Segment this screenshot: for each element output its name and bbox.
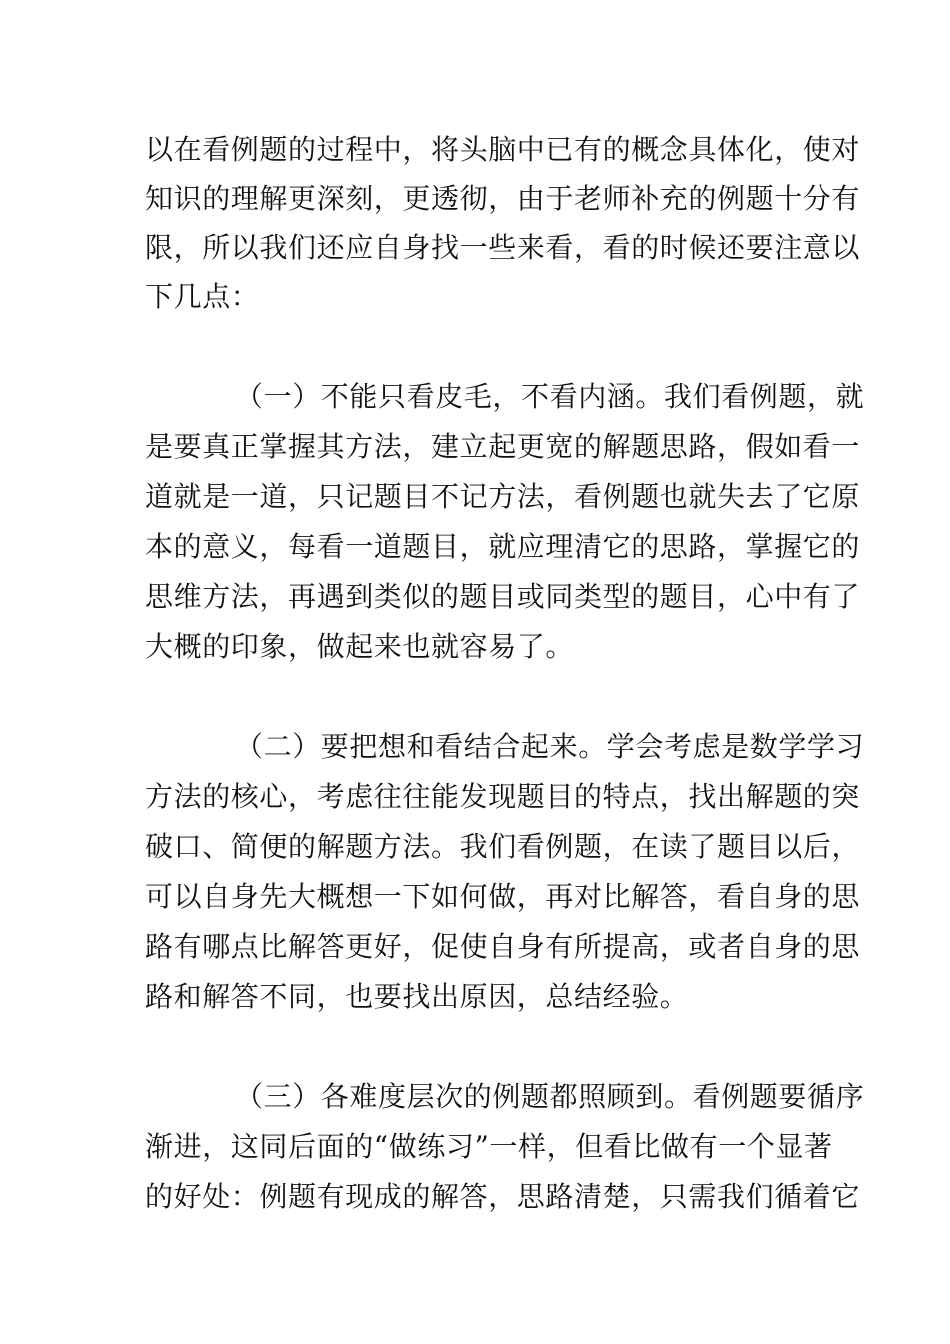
paragraph-1-line-4: 下几点： (145, 280, 260, 313)
paragraph-2-line-5: 思维方法，再遇到类似的题目或同类型的题目，心中有了 (145, 580, 861, 613)
paragraph-3-line-3: 破口、简便的解题方法。我们看例题，在读了题目以后， (145, 830, 861, 863)
paragraph-2-line-4: 本的意义，每看一道题目，就应理清它的思路，掌握它的 (145, 530, 861, 563)
paragraph-3-line-2: 方法的核心，考虑往往能发现题目的特点，找出解题的突 (145, 780, 861, 813)
paragraph-4-line-3: 的好处：例题有现成的解答，思路清楚，只需我们循着它 (145, 1180, 861, 1213)
paragraph-3-line-1: （二）要把想和看结合起来。学会考虑是数学学习 (235, 730, 865, 763)
paragraph-3-line-6: 路和解答不同，也要找出原因，总结经验。 (145, 980, 689, 1013)
paragraph-2-line-1: （一）不能只看皮毛，不看内涵。我们看例题，就 (235, 380, 865, 413)
paragraph-2-line-2: 是要真正掌握其方法，建立起更宽的解题思路，假如看一 (145, 430, 861, 463)
paragraph-3-line-4: 可以自身先大概想一下如何做，再对比解答，看自身的思 (145, 880, 861, 913)
paragraph-3-line-5: 路有哪点比解答更好，促使自身有所提高，或者自身的思 (145, 930, 861, 963)
paragraph-1-line-1: 以在看例题的过程中，将头脑中已有的概念具体化，使对 (145, 133, 861, 166)
paragraph-4-line-2: 渐进，这同后面的“做练习”一样，但看比做有一个显著 (145, 1130, 833, 1163)
paragraph-2-line-3: 道就是一道，只记题目不记方法，看例题也就失去了它原 (145, 480, 861, 513)
paragraph-4-line-1: （三）各难度层次的例题都照顾到。看例题要循序 (235, 1080, 865, 1113)
paragraph-1-line-2: 知识的理解更深刻，更透彻，由于老师补充的例题十分有 (145, 182, 861, 215)
paragraph-1-line-3: 限，所以我们还应自身找一些来看，看的时候还要注意以 (145, 231, 861, 264)
paragraph-2-line-6: 大概的印象，做起来也就容易了。 (145, 630, 575, 663)
